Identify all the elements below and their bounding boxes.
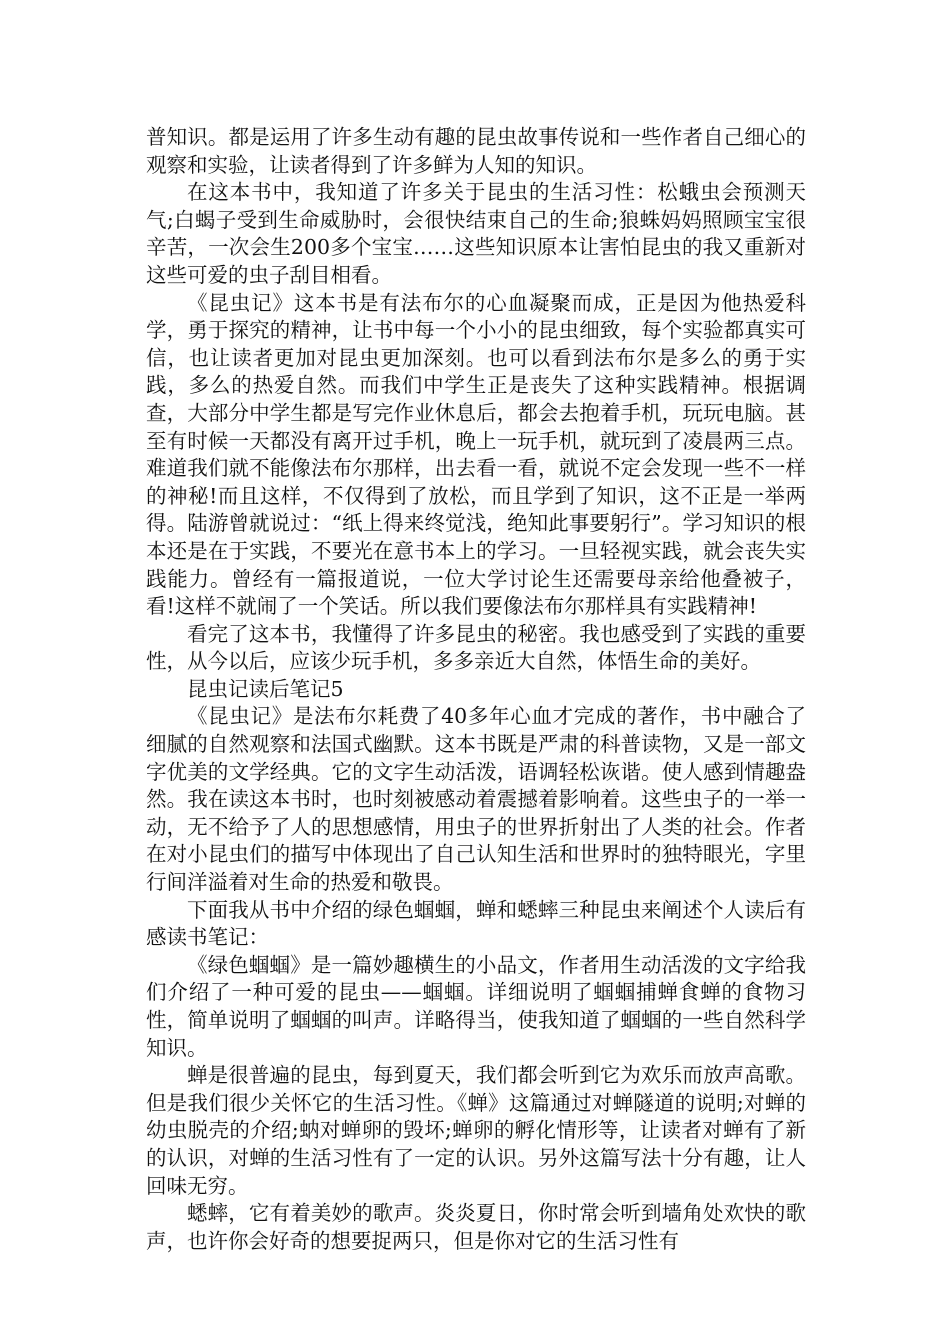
section-heading: 昆虫记读后笔记5 [187,676,344,701]
paragraph-7: 《绿色蝈蝈》是一篇妙趣横生的小品文，作者用生动活泼的文字给我们介绍了一种可爱的昆虫——蝈蝈。详细说明了蝈蝈捕蝉食蝉的食物习性，简单说明了蝈蝈的叫声。详略得当，使我知道了蝈蝈的一些自然科学知识。 [146,952,806,1060]
document-page [146,124,806,1255]
paragraph-4: 看完了这本书，我懂得了许多昆虫的秘密。我也感受到了实践的重要性，从今以后，应该少玩手机，多多亲近大自然，体悟生命的美好。 [146,621,806,674]
paragraph-9: 蟋蟀，它有着美妙的歌声。炎炎夏日，你时常会听到墙角处欢快的歌声，也许你会好奇的想要捉两只，但是你对它的生活习性有 [146,1201,806,1253]
paragraph-2: 在这本书中，我知道了许多关于昆虫的生活习性：松蛾虫会预测天气;白蝎子受到生命威胁时，会很快结束自己的生命;狼蛛妈妈照顾宝宝很辛苦，一次会生200多个宝宝……这些知识原本让害怕昆虫的我又重新对这些可爱的虫子刮目相看。 [146,180,806,287]
paragraph-5: 《昆虫记》是法布尔耗费了40多年心血才完成的著作，书中融合了细腻的自然观察和法国式幽默。这本书既是严肃的科普读物，又是一部文字优美的文学经典。它的文字生动活泼，语调轻松诙谐。使人感到情趣盎然。我在读这本书时，也时刻被感动着震撼着影响着。这些虫子的一举一动，无不给予了人的思想感情，用虫子的世界折射出了人类的社会。作者在对小昆虫们的描写中体现出了自己认知生活和世界时的独特眼光，字里行间洋溢着对生命的热爱和敬畏。 [146,704,806,895]
paragraph-8: 蝉是很普遍的昆虫，每到夏天，我们都会听到它为欢乐而放声高歌。但是我们很少关怀它的生活习性。《蝉》这篇通过对蝉隧道的说明;对蝉的幼虫脱壳的介绍;蚋对蝉卵的毁坏;蝉卵的孵化情形等，让读者对蝉有了新的认识，对蝉的生活习性有了一定的认识。另外这篇写法十分有趣，让人回味无穷。 [146,1063,806,1198]
paragraph-3: 《昆虫记》这本书是有法布尔的心血凝聚而成，正是因为他热爱科学，勇于探究的精神，让书中每一个小小的昆虫细致，每个实验都真实可信，也让读者更加对昆虫更加深刻。也可以看到法布尔是多么的勇于实践，多么的热爱自然。而我们中学生正是丧失了这种实践精神。根据调查，大部分中学生都是写完作业休息后，都会去抱着手机，玩玩电脑。甚至有时候一天都没有离开过手机，晚上一玩手机，就玩到了凌晨两三点。难道我们就不能像法布尔那样，出去看一看，就说不定会发现一些不一样的神秘!而且这样，不仅得到了放松，而且学到了知识，这不正是一举两得。陆游曾就说过：“纸上得来终觉浅，绝知此事要躬行”。学习知识的根本还是在于实践，不要光在意书本上的学习。一旦轻视实践，就会丧失实践能力。曾经有一篇报道说，一位大学讨论生还需要母亲给他叠被子，看!这样不就闹了一个笑话。所以我们要像法布尔那样具有实践精神! [146,290,806,619]
paragraph-1: 普知识。都是运用了许多生动有趣的昆虫故事传说和一些作者自己细心的观察和实验，让读者得到了许多鲜为人知的知识。 [146,125,806,177]
paragraph-6: 下面我从书中介绍的绿色蝈蝈，蝉和蟋蟀三种昆虫来阐述个人读后有感读书笔记： [146,897,806,950]
